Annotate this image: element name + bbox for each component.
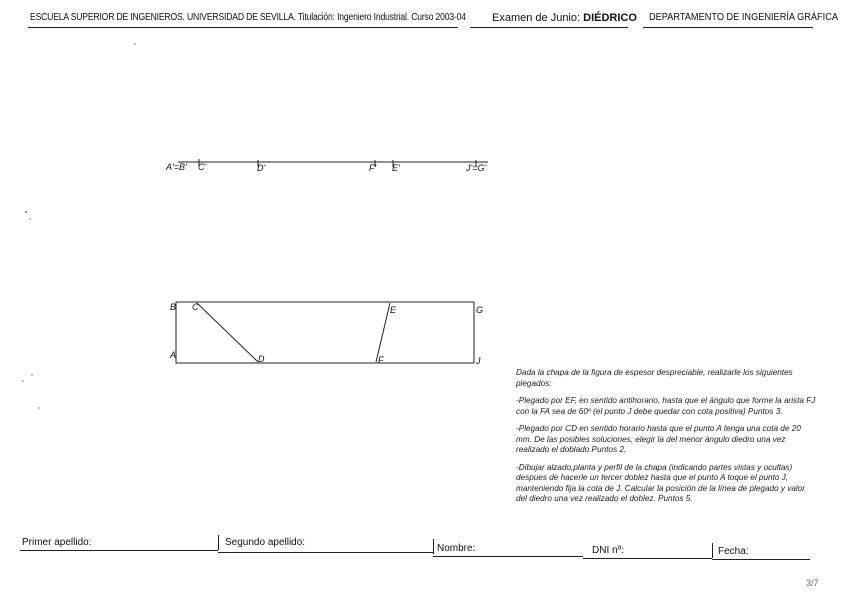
scan-speck [134, 43, 136, 45]
scan-speck [38, 407, 40, 409]
problem-task-1: -Plegado por EF, en sentido antihorario, hasta que el ángulo que forme la arista FJ con la FA sea de 60º (el punto J debe quedar con cota positiva) Puntos 3. [516, 396, 816, 416]
scan-speck [31, 374, 33, 376]
exam-subject: DIÉDRICO [583, 12, 637, 24]
label-f-prime: F' [369, 163, 377, 173]
scan-speck [25, 211, 27, 213]
name-field[interactable] [433, 556, 583, 557]
label-j-g-prime: J'=G' [466, 163, 487, 173]
label-e: E [390, 305, 397, 315]
department-title: DEPARTAMENTO DE INGENIERÍA GRÁFICA [649, 12, 838, 23]
footer-divider [218, 535, 219, 550]
elevation-labels [165, 162, 486, 173]
footer-divider [433, 539, 434, 554]
plan-labels [169, 302, 483, 366]
label-f: F [378, 355, 384, 365]
label-a-b-prime: A'=B' [166, 162, 187, 172]
first-surname-field[interactable] [20, 550, 218, 551]
label-j: J [476, 356, 481, 366]
dni-label: DNI nº: [592, 545, 624, 556]
label-e-prime: E' [392, 163, 400, 173]
plan-view [176, 302, 474, 363]
exam-prefix: Examen de Junio: [492, 12, 584, 24]
problem-statement [516, 368, 816, 512]
school-title: ESCUELA SUPERIOR DE INGENIEROS. UNIVERSIDAD DE SEVILLA. Titulación: Ingeniero Industrial. Curso 2003-04 [30, 12, 466, 23]
problem-intro: Dada la chapa de la figura de espesor despreciable, realizarle los siguientes plegados: [516, 368, 793, 388]
sheet-outline [176, 302, 474, 363]
second-surname-label: Segundo apellido: [225, 537, 306, 548]
second-surname-field[interactable] [218, 552, 433, 553]
elevation-view [178, 159, 488, 167]
footer-divider [712, 543, 713, 558]
label-b: B [170, 302, 177, 312]
scan-artifacts [22, 43, 136, 409]
problem-task-2: -Plegado por CD en sentido horario hasta que el punto A tenga una cota de 20 mm. De las posibles soluciones, elegir la del menor ángulo diedro una vez realizado el doblado.Puntos 2. [516, 424, 801, 454]
fold-line-ef [376, 303, 390, 362]
fold-line-cd [197, 303, 258, 362]
scan-speck [22, 380, 24, 382]
scan-speck [29, 218, 31, 220]
label-g: G [476, 305, 484, 315]
problem-task-3: -Dibujar alzado,planta y perfil de la chapa (indicando partes vistas y ocultas) despues de hacerle un tercer doblez hasta que el punto A toque el punto J, manteniendo fija la cota de J. Calcular la posición de la línea de plegado y valor del diedro una vez realizado el doblez. Puntos 5. [516, 462, 806, 503]
label-c: C [192, 302, 199, 312]
page-mark: 3/7 [806, 578, 819, 588]
label-a: A [170, 350, 177, 360]
first-surname-label: Primer apellido: [22, 537, 92, 548]
label-d: D [258, 354, 265, 364]
label-d-prime: D' [257, 163, 266, 173]
date-label: Fecha: [718, 546, 749, 557]
date-field[interactable] [712, 559, 810, 560]
name-label: Nombre: [437, 543, 476, 554]
dni-field[interactable] [583, 558, 712, 559]
label-c-prime: C' [198, 162, 207, 172]
